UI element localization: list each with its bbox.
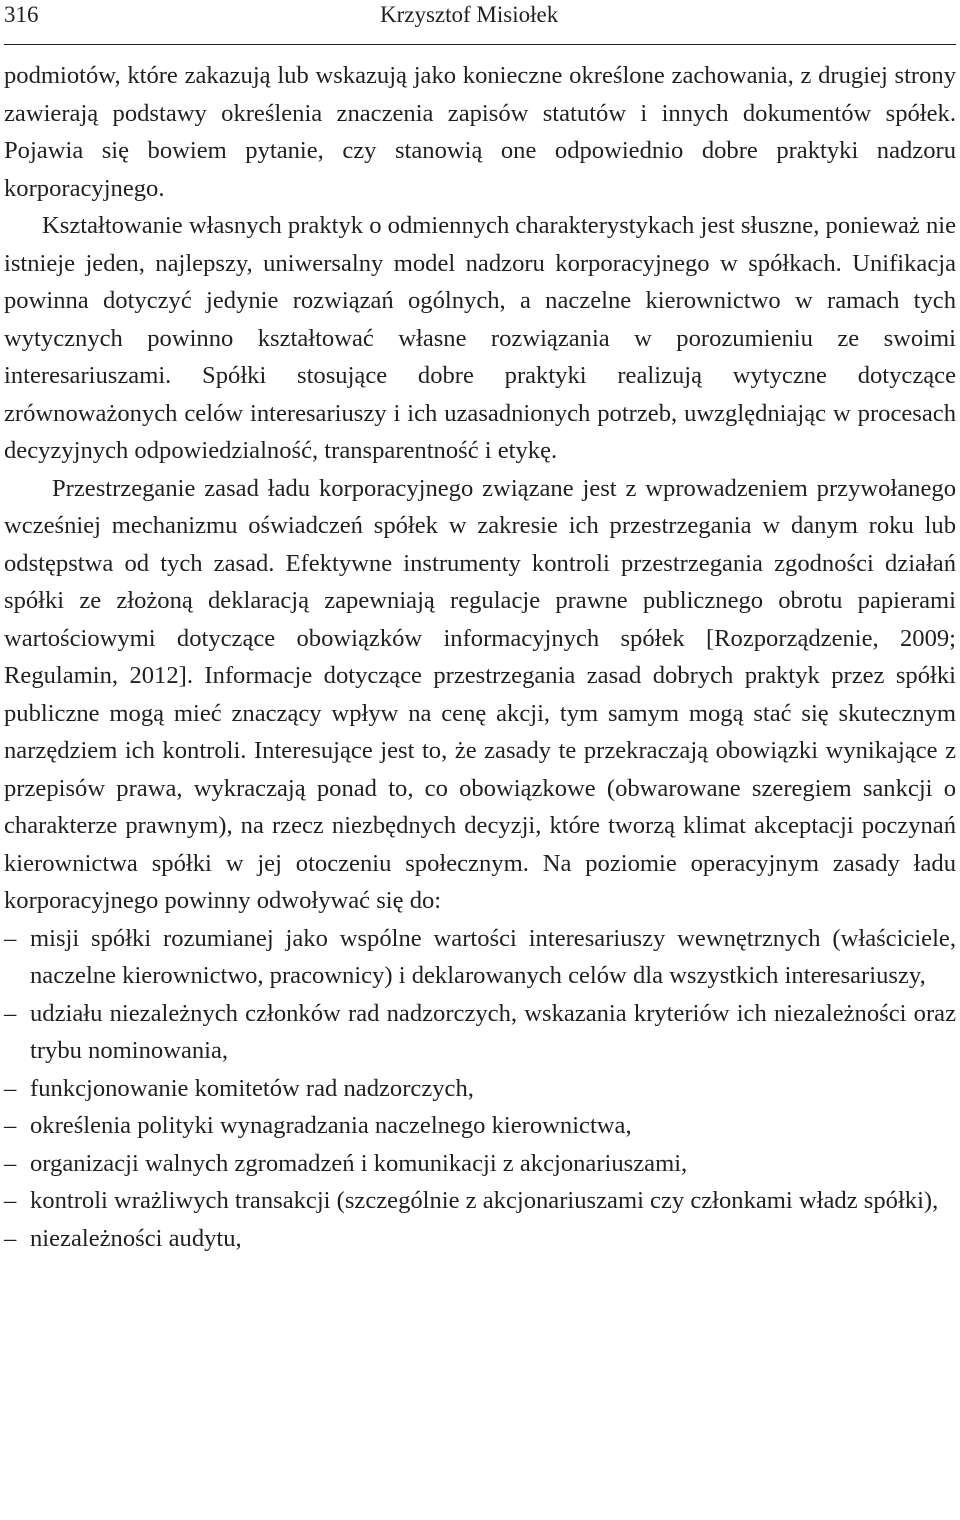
list-item-text: określenia polityki wynagradzania naczelnego kierownictwa,: [30, 1112, 632, 1139]
dash-marker: –: [4, 1187, 17, 1214]
list-item: [4, 920, 956, 995]
dash-marker: –: [4, 1224, 17, 1252]
dash-marker: –: [4, 1074, 17, 1102]
list-item: [4, 1107, 956, 1145]
paragraph-1: [4, 57, 956, 207]
dash-marker: –: [4, 1149, 17, 1177]
body-text: [4, 57, 956, 1257]
running-head-author: Krzysztof Misiołek: [380, 2, 559, 27]
paragraph-2-text-a: Kształtowanie własnych praktyk o odmiennych charakterystykach jest słuszne, ponieważ nie istnieje jeden, najlepszy, uniwersalny model nadzoru korporacyjnego w spółkach.: [4, 212, 956, 277]
list-item-text: kontroli wrażliwych transakcji (szczególnie z akcjonariuszami czy członkami władz spółki),: [30, 1187, 939, 1214]
paragraph-2-text-b: Unifikacja powinna dotyczyć jedynie rozwiązań ogólnych, a naczelne kierownictwo w ramach tych wytycznych powinno kształtować własne rozwiązania w porozumieniu ze swoimi interesariuszami.: [4, 249, 956, 389]
list-item: [4, 1070, 956, 1108]
list-item: [4, 1145, 956, 1183]
list-item: [4, 995, 956, 1070]
paragraph-2: [4, 207, 956, 470]
page-number: 316: [4, 2, 39, 27]
paragraph-3: [4, 470, 956, 920]
dash-list: [4, 920, 956, 1258]
list-item-text: organizacji walnych zgromadzeń i komunikacji z akcjonariuszami,: [30, 1149, 688, 1177]
list-item-text: udziału niezależnych członków rad nadzorczych, wskazania kryteriów ich niezależności oraz trybu nominowania,: [30, 999, 956, 1064]
list-item: [4, 1182, 956, 1220]
paragraph-1-text: podmiotów, które zakazują lub wskazują jako konieczne określone zachowania, z drugiej strony zawierają podstawy określenia znaczenia zapisów statutów i innych dokumentów spółek. Pojawia się bowiem pytanie, czy stanowią one odpowiednio dobre praktyki nadzoru korporacyjnego.: [4, 62, 956, 202]
dash-marker: –: [4, 999, 17, 1027]
paragraph-2-text-c: Spółki stosujące dobre praktyki realizują wytyczne dotyczące zrównoważonych celów interesariuszy i ich uzasadnionych potrzeb, uwzględniając w procesach decyzyjnych odpowiedzialność, transparentność i etykę.: [4, 362, 956, 464]
page-header: [4, 0, 956, 45]
list-item-text: niezależności audytu,: [30, 1224, 242, 1252]
paragraph-3-text: Przestrzeganie zasad ładu korporacyjnego związane jest z wprowadzeniem przywołanego wcześniej mechanizmu oświadczeń spółek w zakresie ich przestrzegania w danym roku lub odstępstwa od tych zasad. Efektywne instrumenty kontroli przestrzegania zgodności działań spółki ze złożoną deklaracją zapewniają regulacje prawne publicznego obrotu papierami wartościowymi dotyczące obowiązków informacyjnych spółek [Rozporządzenie, 2009; Regulamin, 2012]. Informacje dotyczące przestrzegania zasad dobrych praktyk przez spółki publiczne mogą mieć znaczący wpływ na cenę akcji, tym samym mogą stać się skutecznym narzędziem ich kontroli. Interesujące jest to, że zasady te przekraczają obowiązki wynikające z przepisów prawa, wykraczają ponad to, co obowiązkowe (obwarowane szeregiem sankcji o charakterze prawnym), na rzecz niezbędnych decyzji, które tworzą klimat akceptacji poczynań kierownictwa spółki w jej otoczeniu społecznym. Na poziomie operacyjnym zasady ładu korporacyjnego powinny odwoływać się do:: [4, 474, 956, 914]
document-page: [4, 0, 956, 1257]
dash-marker: –: [4, 924, 17, 952]
list-item-text: funkcjonowanie komitetów rad nadzorczych,: [30, 1074, 474, 1102]
dash-marker: –: [4, 1112, 17, 1139]
list-item: [4, 1220, 956, 1258]
list-item-text: misji spółki rozumianej jako wspólne wartości interesariuszy wewnętrznych (właściciele, naczelne kierownictwo, pracownicy) i deklarowanych celów dla wszystkich interesariuszy,: [30, 924, 956, 989]
